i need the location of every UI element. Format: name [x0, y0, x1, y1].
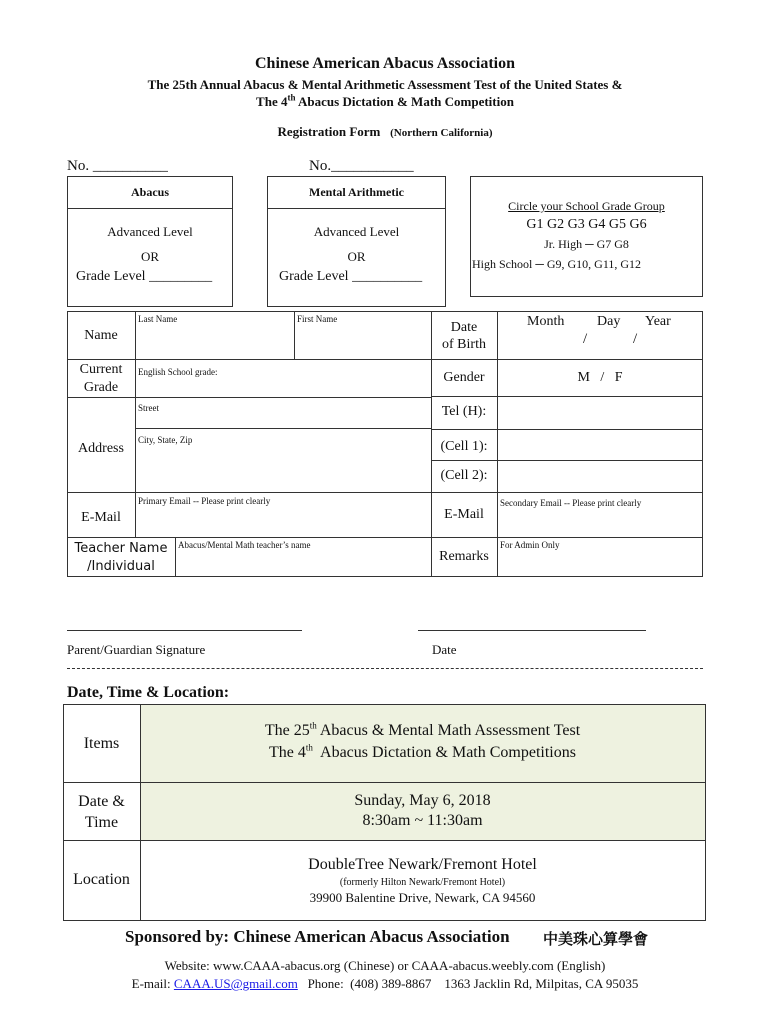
schedule-heading: Date, Time & Location: [67, 684, 230, 701]
datetime-label: Date & Time [78, 793, 125, 831]
english-grade-field[interactable]: English School grade: [138, 367, 218, 377]
chinese-org-name: 中美珠心算學會 [543, 930, 649, 948]
signature-date-label[interactable]: Date [432, 642, 457, 657]
city-state-zip-field[interactable]: City, State, Zip [138, 435, 193, 445]
mental-title: Mental Arithmetic [309, 185, 404, 199]
mental-advanced[interactable]: Advanced Level [313, 224, 400, 239]
items-label: Items [83, 735, 120, 752]
abacus-or: OR [140, 249, 160, 264]
contact-line: E-mail: CAAA.US@gmail.com Phone: (408) 389-8867 1363 Jacklin Rd, Milpitas, CA 95035 [131, 976, 639, 991]
items-line2: The 4th Abacus Dictation & Math Competitions [269, 742, 576, 761]
dob-label: Date of Birth [442, 320, 486, 352]
cut-line [67, 668, 703, 669]
abacus-title: Abacus [130, 185, 169, 199]
number-right[interactable]: No.___________ [309, 158, 414, 174]
current-grade-label: Current Grade [79, 362, 123, 395]
dob-day[interactable]: Day [597, 314, 621, 329]
event-time: 8:30am ~ 11:30am [362, 812, 483, 829]
gender-options[interactable]: M / F [577, 370, 623, 385]
grade-group-elementary[interactable]: G1 G2 G3 G4 G5 G6 [526, 217, 647, 232]
dob-slash-2: / [633, 331, 638, 347]
org-title: Chinese American Abacus Association [254, 55, 515, 72]
grade-group-title: Circle your School Grade Group [508, 199, 665, 213]
street-field[interactable]: Street [138, 403, 159, 413]
primary-email-field[interactable]: Primary Email -- Please print clearly [138, 496, 271, 506]
name-label: Name [84, 328, 118, 343]
dob-slash-1: / [583, 331, 588, 347]
form-title: Registration Form (Northern California) [277, 124, 493, 139]
first-name-field[interactable]: First Name [297, 314, 338, 324]
items-line1: The 25th Abacus & Mental Math Assessment Test [264, 720, 581, 739]
abacus-advanced[interactable]: Advanced Level [107, 224, 193, 239]
venue-note: (formerly Hilton Newark/Fremont Hotel) [339, 877, 506, 888]
location-label: Location [73, 871, 130, 888]
dob-month[interactable]: Month [527, 314, 565, 329]
gender-label: Gender [443, 370, 485, 385]
secondary-email-field[interactable]: Secondary Email -- Please print clearly [500, 498, 642, 508]
email-label: E-Mail [81, 510, 121, 525]
admin-only-field: For Admin Only [500, 540, 560, 550]
email-label-2: E-Mail [444, 507, 484, 522]
event-date: Sunday, May 6, 2018 [354, 792, 491, 809]
test-title-line2: The 4th Abacus Dictation & Math Competition [256, 92, 514, 109]
grade-group-jr-high[interactable]: Jr. High ─ G7 G8 [544, 237, 629, 251]
sponsored-by: Sponsored by: Chinese American Abacus Association [125, 927, 510, 946]
address-label: Address [78, 441, 124, 456]
grade-group-high-school[interactable]: High School ─ G9, G10, G11, G12 [472, 257, 642, 271]
cell2-label[interactable]: (Cell 2): [440, 468, 488, 483]
teacher-label: Teacher Name /Individual [74, 541, 168, 574]
venue-address: 39900 Balentine Drive, Newark, CA 94560 [309, 890, 536, 905]
test-title-line1: The 25th Annual Abacus & Mental Arithmetic Assessment Test of the United States & [147, 77, 623, 92]
mental-grade-level[interactable]: Grade Level __________ [279, 269, 423, 284]
abacus-grade-level[interactable]: Grade Level _________ [76, 269, 213, 284]
mental-or: OR [347, 249, 366, 264]
website-line: Website: www.CAAA-abacus.org (Chinese) or CAAA-abacus.weebly.com (English) [164, 958, 606, 973]
email-link[interactable]: CAAA.US@gmail.com [173, 976, 298, 991]
remarks-label: Remarks [439, 549, 489, 564]
teacher-name-field[interactable]: Abacus/Mental Math teacher’s name [178, 540, 311, 550]
cell1-label[interactable]: (Cell 1): [440, 439, 488, 454]
dob-year[interactable]: Year [645, 314, 671, 329]
tel-home-label[interactable]: Tel (H): [441, 404, 487, 419]
number-left[interactable]: No. __________ [67, 158, 168, 174]
last-name-field[interactable]: Last Name [138, 314, 178, 324]
parent-signature-label[interactable]: Parent/Guardian Signature [67, 642, 206, 657]
venue-name: DoubleTree Newark/Fremont Hotel [308, 856, 537, 873]
